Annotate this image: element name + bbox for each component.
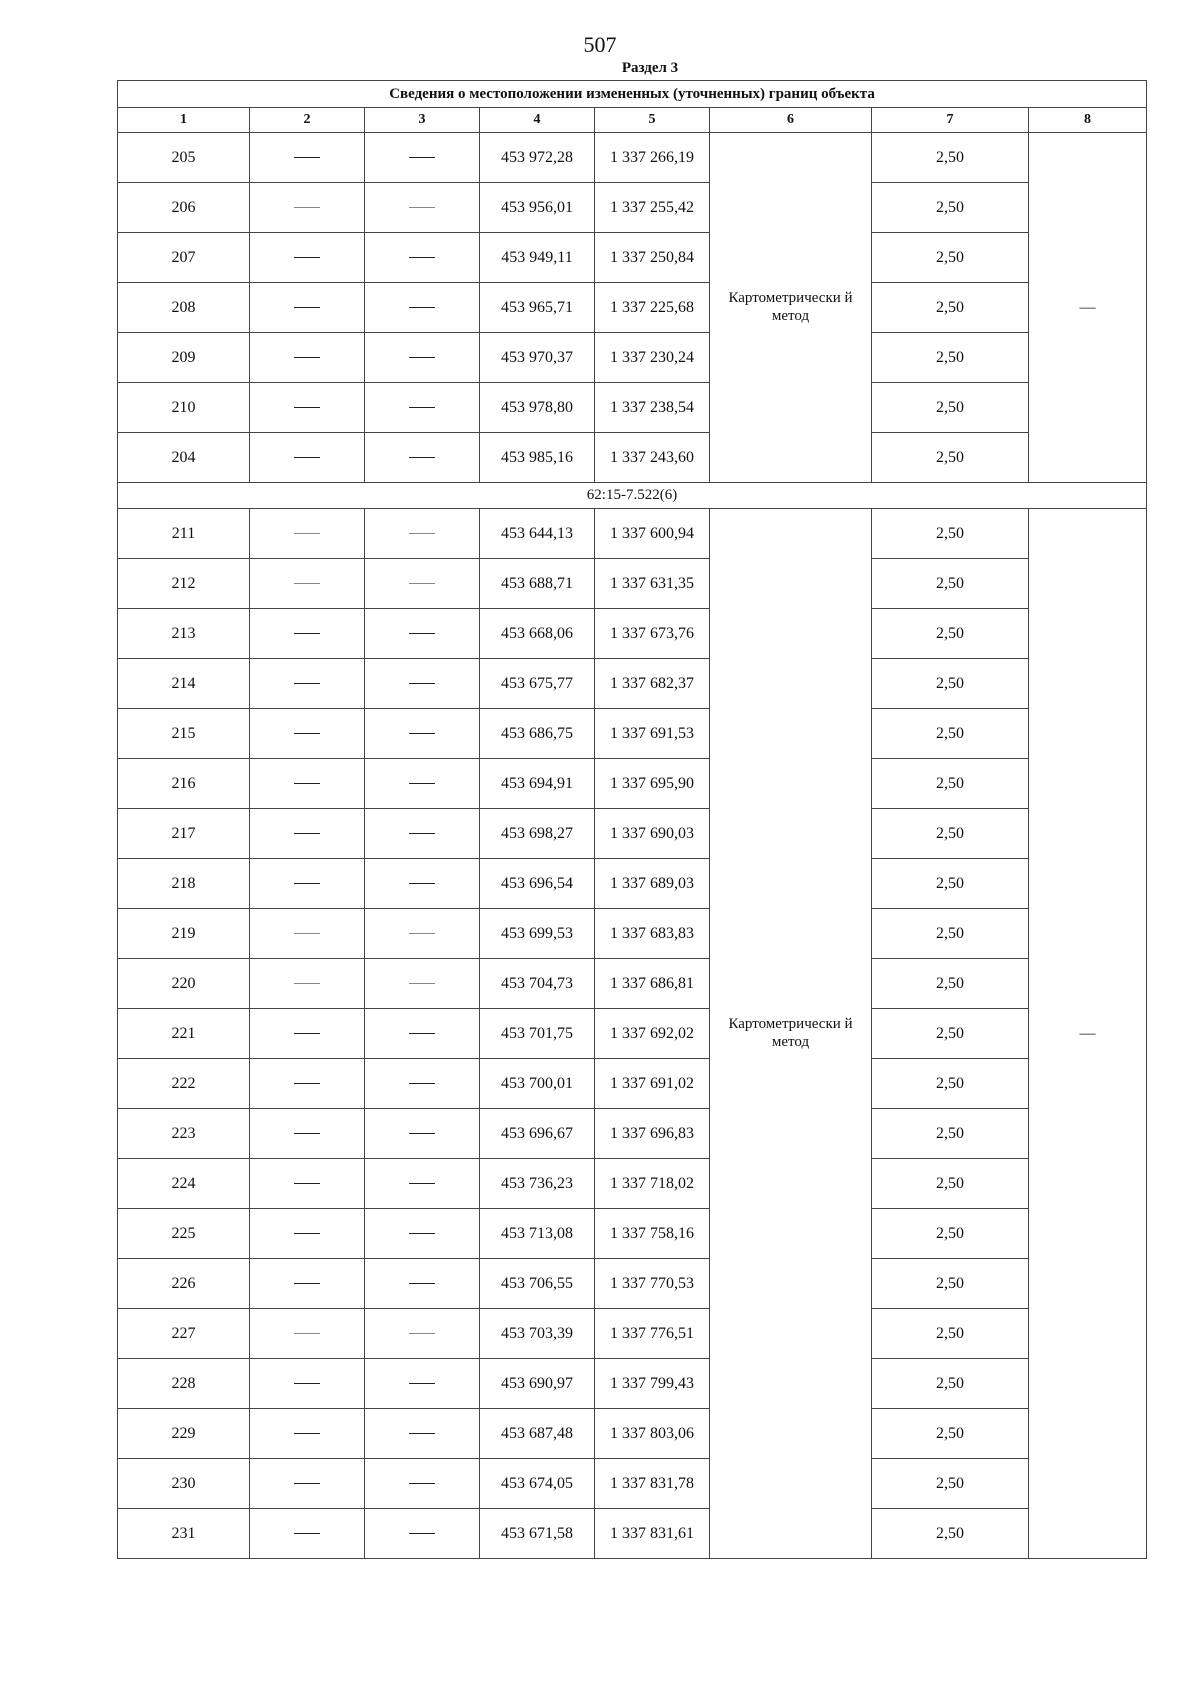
col-2-value: [250, 859, 365, 909]
point-number: 208: [118, 283, 250, 333]
accuracy-value: 2,50: [872, 333, 1029, 383]
coordinate-x: 453 668,06: [480, 609, 595, 659]
table-row: [118, 333, 1147, 383]
coordinate-y: 1 337 255,42: [595, 183, 710, 233]
coordinate-x: 453 700,01: [480, 1059, 595, 1109]
coordinate-y: 1 337 799,43: [595, 1359, 710, 1409]
col-2-value: [250, 1109, 365, 1159]
coordinate-y: 1 337 770,53: [595, 1259, 710, 1309]
table-row: [118, 759, 1147, 809]
coordinate-x: 453 690,97: [480, 1359, 595, 1409]
dash-mark: [409, 583, 435, 584]
point-number: 220: [118, 959, 250, 1009]
col-3-value: [365, 183, 480, 233]
coordinate-y: 1 337 691,53: [595, 709, 710, 759]
col-8-value: —: [1029, 509, 1147, 1559]
accuracy-value: 2,50: [872, 759, 1029, 809]
col-2-value: [250, 183, 365, 233]
col-3-value: [365, 959, 480, 1009]
table-row: [118, 183, 1147, 233]
accuracy-value: 2,50: [872, 133, 1029, 183]
accuracy-value: 2,50: [872, 1109, 1029, 1159]
coordinate-y: 1 337 682,37: [595, 659, 710, 709]
table-row: [118, 509, 1147, 559]
dash-mark: [294, 207, 320, 208]
col-3-value: [365, 559, 480, 609]
col-2-value: [250, 709, 365, 759]
accuracy-value: 2,50: [872, 509, 1029, 559]
dash-mark: [294, 733, 320, 734]
col-2-value: [250, 609, 365, 659]
point-number: 217: [118, 809, 250, 859]
col-3-value: [365, 433, 480, 483]
coordinate-y: 1 337 696,83: [595, 1109, 710, 1159]
accuracy-value: 2,50: [872, 909, 1029, 959]
column-header-4: 4: [480, 108, 595, 133]
col-3-value: [365, 1159, 480, 1209]
table-row: [118, 133, 1147, 183]
col-3-value: [365, 1259, 480, 1309]
dash-mark: [294, 633, 320, 634]
col-2-value: [250, 1159, 365, 1209]
col-3-value: [365, 383, 480, 433]
accuracy-value: 2,50: [872, 1009, 1029, 1059]
dash-mark: [409, 1433, 435, 1434]
coordinate-x: 453 970,37: [480, 333, 595, 383]
dash-mark: [294, 1283, 320, 1284]
group-label: 62:15-7.522(6): [118, 483, 1147, 509]
accuracy-value: 2,50: [872, 1459, 1029, 1509]
col-2-value: [250, 1459, 365, 1509]
dash-mark: [294, 533, 320, 534]
table-caption: Сведения о местоположении измененных (уточненных) границ объекта: [118, 81, 1147, 108]
dash-mark: [294, 983, 320, 984]
accuracy-value: 2,50: [872, 659, 1029, 709]
dash-mark: [294, 307, 320, 308]
col-3-value: [365, 1409, 480, 1459]
col-2-value: [250, 659, 365, 709]
col-2-value: [250, 333, 365, 383]
dash-mark: [409, 983, 435, 984]
coordinate-x: 453 703,39: [480, 1309, 595, 1359]
coordinate-x: 453 675,77: [480, 659, 595, 709]
point-number: 214: [118, 659, 250, 709]
dash-mark: [409, 1083, 435, 1084]
column-header-5: 5: [595, 108, 710, 133]
col-3-value: [365, 1359, 480, 1409]
col-2-value: [250, 959, 365, 1009]
coordinate-y: 1 337 831,78: [595, 1459, 710, 1509]
coordinate-x: 453 671,58: [480, 1509, 595, 1559]
column-header-7: 7: [872, 108, 1029, 133]
dash-mark: [409, 257, 435, 258]
accuracy-value: 2,50: [872, 1059, 1029, 1109]
dash-mark: [409, 1533, 435, 1534]
accuracy-value: 2,50: [872, 383, 1029, 433]
dash-mark: [294, 157, 320, 158]
col-2-value: [250, 1309, 365, 1359]
coordinate-y: 1 337 238,54: [595, 383, 710, 433]
col-3-value: [365, 659, 480, 709]
table-row: [118, 283, 1147, 333]
col-3-value: [365, 283, 480, 333]
coordinate-y: 1 337 776,51: [595, 1309, 710, 1359]
page-number: 507: [583, 32, 617, 57]
coordinate-x: 453 704,73: [480, 959, 595, 1009]
col-3-value: [365, 1209, 480, 1259]
coordinate-x: 453 956,01: [480, 183, 595, 233]
dash-mark: [294, 1333, 320, 1334]
table-row: [118, 959, 1147, 1009]
dash-mark: [409, 1033, 435, 1034]
dash-mark: [409, 1283, 435, 1284]
col-2-value: [250, 1359, 365, 1409]
point-number: 231: [118, 1509, 250, 1559]
coordinate-y: 1 337 230,24: [595, 333, 710, 383]
dash-mark: [409, 357, 435, 358]
point-number: 211: [118, 509, 250, 559]
coordinate-x: 453 644,13: [480, 509, 595, 559]
coordinate-y: 1 337 758,16: [595, 1209, 710, 1259]
dash-mark: [409, 533, 435, 534]
coordinate-x: 453 699,53: [480, 909, 595, 959]
coordinate-y: 1 337 692,02: [595, 1009, 710, 1059]
table-row: [118, 1359, 1147, 1409]
dash-mark: [409, 1483, 435, 1484]
col-3-value: [365, 1309, 480, 1359]
point-number: 212: [118, 559, 250, 609]
dash-mark: [294, 1183, 320, 1184]
table-row: [118, 659, 1147, 709]
point-number: 222: [118, 1059, 250, 1109]
col-2-value: [250, 433, 365, 483]
col-2-value: [250, 283, 365, 333]
point-number: 207: [118, 233, 250, 283]
col-3-value: [365, 1059, 480, 1109]
coordinate-x: 453 706,55: [480, 1259, 595, 1309]
col-2-value: [250, 909, 365, 959]
col-2-value: [250, 759, 365, 809]
dash-mark: [294, 583, 320, 584]
accuracy-value: 2,50: [872, 1409, 1029, 1459]
coordinate-x: 453 713,08: [480, 1209, 595, 1259]
coordinate-x: 453 674,05: [480, 1459, 595, 1509]
point-number: 224: [118, 1159, 250, 1209]
dash-mark: [409, 207, 435, 208]
coordinate-x: 453 985,16: [480, 433, 595, 483]
accuracy-value: 2,50: [872, 809, 1029, 859]
dash-mark: [409, 157, 435, 158]
col-3-value: [365, 133, 480, 183]
dash-mark: [409, 783, 435, 784]
col-2-value: [250, 1209, 365, 1259]
coordinate-x: 453 696,67: [480, 1109, 595, 1159]
coordinate-x: 453 694,91: [480, 759, 595, 809]
point-number: 229: [118, 1409, 250, 1459]
section-title: Раздел 3: [621, 60, 679, 76]
dash-mark: [409, 883, 435, 884]
dash-mark: [409, 1333, 435, 1334]
point-number: 216: [118, 759, 250, 809]
coordinate-y: 1 337 803,06: [595, 1409, 710, 1459]
coordinate-x: 453 701,75: [480, 1009, 595, 1059]
coordinate-y: 1 337 683,83: [595, 909, 710, 959]
table-row: [118, 1009, 1147, 1059]
coordinate-y: 1 337 686,81: [595, 959, 710, 1009]
coordinate-y: 1 337 718,02: [595, 1159, 710, 1209]
dash-mark: [294, 883, 320, 884]
accuracy-value: 2,50: [872, 609, 1029, 659]
point-number: 230: [118, 1459, 250, 1509]
dash-mark: [294, 257, 320, 258]
col-2-value: [250, 809, 365, 859]
coordinate-x: 453 949,11: [480, 233, 595, 283]
table-row: [118, 559, 1147, 609]
dash-mark: [409, 933, 435, 934]
coordinate-y: 1 337 225,68: [595, 283, 710, 333]
dash-mark: [294, 407, 320, 408]
method-cell: Картометрически й метод: [710, 509, 872, 1559]
coordinate-x: 453 972,28: [480, 133, 595, 183]
dash-mark: [294, 1033, 320, 1034]
table-row: [118, 1209, 1147, 1259]
col-3-value: [365, 609, 480, 659]
accuracy-value: 2,50: [872, 859, 1029, 909]
dash-mark: [294, 933, 320, 934]
table-row: [118, 233, 1147, 283]
column-header-3: 3: [365, 108, 480, 133]
table-row: [118, 383, 1147, 433]
coordinate-x: 453 978,80: [480, 383, 595, 433]
dash-mark: [409, 683, 435, 684]
point-number: 223: [118, 1109, 250, 1159]
dash-mark: [294, 683, 320, 684]
accuracy-value: 2,50: [872, 433, 1029, 483]
dash-mark: [409, 733, 435, 734]
coordinate-y: 1 337 600,94: [595, 509, 710, 559]
table-row: [118, 433, 1147, 483]
point-number: 204: [118, 433, 250, 483]
coordinate-y: 1 337 831,61: [595, 1509, 710, 1559]
accuracy-value: 2,50: [872, 709, 1029, 759]
point-number: 210: [118, 383, 250, 433]
col-3-value: [365, 1109, 480, 1159]
coordinate-y: 1 337 695,90: [595, 759, 710, 809]
col-3-value: [365, 709, 480, 759]
coordinate-y: 1 337 631,35: [595, 559, 710, 609]
col-3-value: [365, 759, 480, 809]
col-2-value: [250, 383, 365, 433]
column-header-1: 1: [118, 108, 250, 133]
coordinate-x: 453 965,71: [480, 283, 595, 333]
point-number: 206: [118, 183, 250, 233]
table-row: [118, 1459, 1147, 1509]
table-row: [118, 709, 1147, 759]
dash-mark: [409, 633, 435, 634]
table-row: [118, 609, 1147, 659]
col-3-value: [365, 1459, 480, 1509]
coordinate-x: 453 687,48: [480, 1409, 595, 1459]
col-2-value: [250, 509, 365, 559]
accuracy-value: 2,50: [872, 1159, 1029, 1209]
dash-mark: [294, 1133, 320, 1134]
dash-mark: [409, 1133, 435, 1134]
col-2-value: [250, 233, 365, 283]
col-2-value: [250, 1259, 365, 1309]
dash-mark: [409, 1383, 435, 1384]
col-3-value: [365, 809, 480, 859]
point-number: 226: [118, 1259, 250, 1309]
col-2-value: [250, 133, 365, 183]
coordinate-y: 1 337 673,76: [595, 609, 710, 659]
point-number: 225: [118, 1209, 250, 1259]
coordinate-x: 453 686,75: [480, 709, 595, 759]
table-row: [118, 1159, 1147, 1209]
col-3-value: [365, 1009, 480, 1059]
dash-mark: [294, 1383, 320, 1384]
point-number: 215: [118, 709, 250, 759]
table-row: [118, 1259, 1147, 1309]
col-2-value: [250, 559, 365, 609]
dash-mark: [409, 457, 435, 458]
dash-mark: [294, 833, 320, 834]
dash-mark: [294, 357, 320, 358]
col-3-value: [365, 333, 480, 383]
coordinate-y: 1 337 266,19: [595, 133, 710, 183]
dash-mark: [294, 457, 320, 458]
accuracy-value: 2,50: [872, 283, 1029, 333]
point-number: 218: [118, 859, 250, 909]
col-2-value: [250, 1059, 365, 1109]
coordinate-y: 1 337 689,03: [595, 859, 710, 909]
table-row: [118, 1109, 1147, 1159]
method-cell: Картометрически й метод: [710, 133, 872, 483]
coordinate-x: 453 698,27: [480, 809, 595, 859]
point-number: 209: [118, 333, 250, 383]
coordinate-x: 453 696,54: [480, 859, 595, 909]
column-header-8: 8: [1029, 108, 1147, 133]
dash-mark: [409, 1183, 435, 1184]
column-header-2: 2: [250, 108, 365, 133]
group-label-row: [118, 483, 1147, 509]
table-row: [118, 1409, 1147, 1459]
col-2-value: [250, 1009, 365, 1059]
table-row: [118, 1309, 1147, 1359]
coordinate-y: 1 337 243,60: [595, 433, 710, 483]
point-number: 228: [118, 1359, 250, 1409]
table-row: [118, 1059, 1147, 1109]
coordinate-y: 1 337 250,84: [595, 233, 710, 283]
dash-mark: [294, 1083, 320, 1084]
dash-mark: [294, 1233, 320, 1234]
col-8-value: —: [1029, 133, 1147, 483]
col-3-value: [365, 859, 480, 909]
table-row: [118, 1509, 1147, 1559]
accuracy-value: 2,50: [872, 1209, 1029, 1259]
accuracy-value: 2,50: [872, 559, 1029, 609]
accuracy-value: 2,50: [872, 959, 1029, 1009]
dash-mark: [294, 1483, 320, 1484]
point-number: 205: [118, 133, 250, 183]
dash-mark: [409, 833, 435, 834]
accuracy-value: 2,50: [872, 233, 1029, 283]
dash-mark: [409, 407, 435, 408]
col-3-value: [365, 233, 480, 283]
column-header-6: 6: [710, 108, 872, 133]
coordinate-y: 1 337 691,02: [595, 1059, 710, 1109]
point-number: 221: [118, 1009, 250, 1059]
accuracy-value: 2,50: [872, 1359, 1029, 1409]
col-2-value: [250, 1509, 365, 1559]
coordinate-x: 453 688,71: [480, 559, 595, 609]
point-number: 219: [118, 909, 250, 959]
dash-mark: [409, 307, 435, 308]
dash-mark: [294, 783, 320, 784]
col-3-value: [365, 909, 480, 959]
col-3-value: [365, 1509, 480, 1559]
col-3-value: [365, 509, 480, 559]
point-number: 227: [118, 1309, 250, 1359]
dash-mark: [294, 1533, 320, 1534]
point-number: 213: [118, 609, 250, 659]
accuracy-value: 2,50: [872, 183, 1029, 233]
coordinate-y: 1 337 690,03: [595, 809, 710, 859]
boundary-table: [117, 80, 1147, 1559]
col-2-value: [250, 1409, 365, 1459]
accuracy-value: 2,50: [872, 1259, 1029, 1309]
table-row: [118, 859, 1147, 909]
dash-mark: [294, 1433, 320, 1434]
dash-mark: [409, 1233, 435, 1234]
table-row: [118, 809, 1147, 859]
table-row: [118, 909, 1147, 959]
accuracy-value: 2,50: [872, 1309, 1029, 1359]
accuracy-value: 2,50: [872, 1509, 1029, 1559]
coordinate-x: 453 736,23: [480, 1159, 595, 1209]
